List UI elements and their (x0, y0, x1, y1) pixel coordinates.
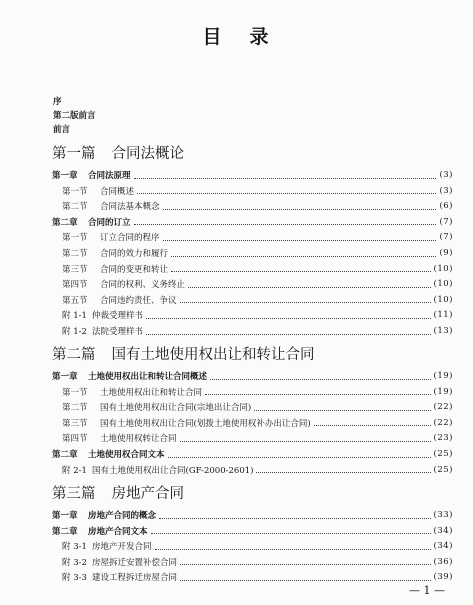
entry-label: 第二章 (52, 217, 78, 228)
entry-page-number: (11) (433, 310, 453, 321)
entry-page-number: (10) (433, 279, 453, 290)
entry-label: 第二节 (62, 403, 88, 414)
entry-title: 房地产开发合同 (92, 542, 152, 553)
dot-leader (254, 404, 430, 411)
dot-leader (155, 543, 431, 550)
toc-section-entry[interactable] (52, 416, 453, 430)
entry-label: 第五节 (62, 295, 88, 306)
entry-label: 第一章 (52, 372, 78, 382)
part-heading[interactable] (52, 343, 315, 364)
dot-leader (180, 296, 431, 303)
entry-page-number: (3) (439, 170, 453, 180)
dot-leader (210, 373, 431, 380)
entry-label: 附 2-1 (62, 465, 87, 476)
toc-appendix-entry[interactable] (52, 539, 453, 553)
dot-leader (180, 435, 431, 442)
entry-title: 合同违约责任、争议 (100, 295, 177, 306)
toc-appendix-entry[interactable] (52, 570, 453, 584)
dot-leader (205, 388, 431, 395)
entry-page-number: (22) (433, 402, 453, 413)
entry-label: 附 3-3 (62, 573, 87, 584)
dot-leader (168, 451, 431, 458)
toc-chapter-entry[interactable] (52, 215, 453, 229)
entry-page-number: (25) (433, 464, 453, 475)
toc-chapter-entry[interactable] (52, 508, 453, 522)
entry-page-number: (34) (433, 525, 453, 536)
dot-leader (314, 419, 431, 426)
dot-leader (134, 172, 437, 179)
entry-title: 建设工程拆迁房屋合同 (92, 573, 178, 584)
toc-chapter-entry[interactable] (52, 168, 453, 182)
entry-title: 法院受理样书 (92, 327, 144, 337)
entry-label: 第三节 (62, 418, 88, 429)
entry-label: 第二章 (52, 450, 78, 460)
entry-title: 国有土地使用权出让合同(GF-2000-2601) (92, 465, 254, 476)
toc-entry-foreword[interactable]: 前言 (53, 125, 71, 135)
toc-title-char-1: 目 (202, 26, 224, 48)
entry-label: 附 1-1 (62, 311, 87, 322)
toc-appendix-entry[interactable] (52, 463, 453, 477)
entry-page-number: (39) (433, 572, 453, 583)
entry-title: 土地使用权转让合同 (100, 434, 177, 445)
toc-section-entry[interactable] (52, 277, 453, 291)
dot-leader (163, 203, 437, 210)
part-number: 第三篇 (52, 486, 96, 502)
entry-label: 附 1-2 (62, 327, 87, 337)
dot-leader (146, 312, 431, 319)
entry-label: 第四节 (62, 434, 88, 445)
dot-leader (134, 218, 437, 225)
entry-page-number: (22) (433, 417, 453, 428)
toc-entry-preface[interactable]: 序 (53, 97, 62, 107)
toc-title (0, 22, 473, 49)
entry-title: 合同法原理 (88, 171, 131, 181)
entry-page-number: (10) (433, 263, 453, 274)
entry-title: 国有土地使用权出让合同(宗地出让合同) (100, 403, 252, 414)
toc-section-entry[interactable] (52, 385, 453, 399)
entry-title: 合同概述 (100, 186, 135, 197)
toc-appendix-entry[interactable] (52, 308, 453, 322)
entry-label: 第一节 (62, 387, 88, 398)
toc-section-entry[interactable] (52, 246, 453, 260)
toc-entry-second-edition-foreword[interactable]: 第二版前言 (53, 111, 96, 121)
entry-label: 第一章 (52, 171, 78, 181)
toc-chapter-entry[interactable] (52, 524, 453, 538)
toc-section-entry[interactable] (52, 184, 453, 198)
entry-title: 国有土地使用权出让合同(划拨土地使用权补办出让合同) (100, 418, 311, 429)
entry-label: 第一节 (62, 186, 88, 197)
toc-title-char-2: 录 (249, 26, 271, 48)
entry-page-number: (34) (433, 541, 453, 552)
dot-leader (159, 512, 431, 519)
entry-title: 合同的效力和履行 (100, 249, 169, 259)
entry-label: 第三节 (62, 264, 88, 275)
entry-label: 第二章 (52, 526, 78, 537)
dot-leader (180, 558, 431, 565)
entry-label: 第一章 (52, 511, 78, 521)
dot-leader (256, 466, 430, 473)
toc-appendix-entry[interactable] (52, 555, 453, 569)
entry-page-number: (33) (433, 510, 453, 520)
toc-section-entry[interactable] (52, 431, 453, 445)
entry-title: 订立合同的程序 (100, 233, 160, 244)
toc-section-entry[interactable] (52, 262, 453, 276)
dot-leader (171, 250, 436, 257)
dot-leader (180, 574, 431, 581)
entry-page-number: (23) (433, 433, 453, 444)
part-number: 第一篇 (52, 146, 96, 162)
toc-chapter-entry[interactable] (52, 369, 453, 383)
entry-label: 附 3-1 (62, 542, 87, 553)
page-number: — 1 — (409, 584, 445, 597)
toc-section-entry[interactable] (52, 293, 453, 307)
part-title: 国有土地使用权出让和转让合同 (111, 347, 315, 363)
entry-title: 仲裁受理样书 (92, 311, 144, 322)
entry-title: 房地产合同的概念 (88, 511, 157, 521)
toc-chapter-entry[interactable] (52, 447, 453, 461)
entry-label: 附 3-2 (62, 557, 87, 568)
part-heading[interactable] (52, 142, 184, 163)
entry-page-number: (36) (433, 556, 453, 567)
entry-title: 土地使用权合同文本 (88, 450, 165, 460)
part-heading[interactable] (52, 482, 184, 503)
entry-label: 第二节 (62, 249, 88, 259)
entry-title: 合同法基本概念 (100, 202, 160, 213)
dot-leader (146, 328, 431, 335)
entry-title: 合同的权利、义务终止 (100, 280, 186, 291)
entry-page-number: (7) (439, 216, 453, 227)
entry-page-number: (10) (433, 294, 453, 305)
dot-leader (163, 234, 437, 241)
part-title: 合同法概论 (111, 146, 184, 162)
entry-page-number: (19) (433, 371, 453, 381)
entry-page-number: (3) (439, 185, 453, 196)
toc-appendix-entry[interactable] (52, 324, 453, 338)
entry-title: 房地产合同文本 (88, 526, 148, 537)
entry-page-number: (9) (439, 248, 453, 258)
entry-title: 土地使用权出让和转让合同概述 (88, 372, 208, 382)
dot-leader (171, 265, 431, 272)
dot-leader (137, 187, 436, 194)
entry-title: 土地使用权出让和转让合同 (100, 387, 203, 398)
toc-section-entry[interactable] (52, 230, 453, 244)
dot-leader (188, 281, 431, 288)
entry-title: 合同的订立 (88, 217, 131, 228)
entry-label: 第二节 (62, 202, 88, 213)
entry-page-number: (25) (433, 449, 453, 459)
part-title: 房地产合同 (111, 486, 184, 502)
entry-page-number: (7) (439, 232, 453, 243)
entry-page-number: (6) (439, 201, 453, 212)
entry-title: 房屋拆迁安置补偿合同 (92, 557, 178, 568)
entry-label: 第四节 (62, 280, 88, 291)
entry-page-number: (13) (433, 326, 453, 336)
dot-leader (151, 527, 431, 534)
part-number: 第二篇 (52, 347, 96, 363)
toc-section-entry[interactable] (52, 400, 453, 414)
entry-page-number: (19) (433, 386, 453, 397)
toc-section-entry[interactable] (52, 199, 453, 213)
entry-label: 第一节 (62, 233, 88, 244)
entry-title: 合同的变更和转让 (100, 264, 169, 275)
